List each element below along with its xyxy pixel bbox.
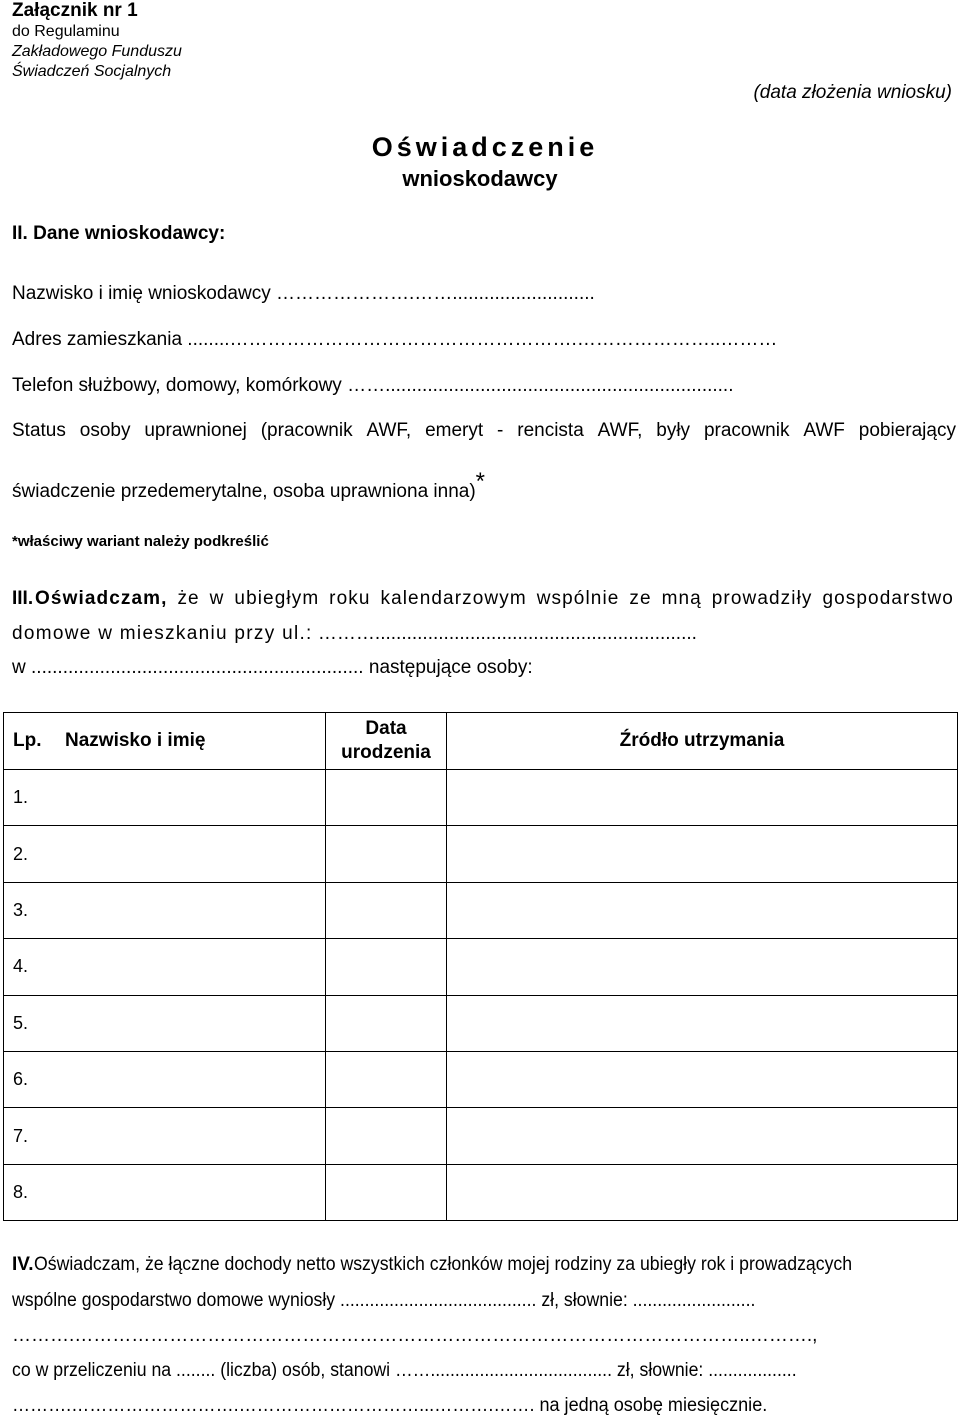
birthdate-header-line-2: urodzenia [341, 742, 431, 763]
row-number: 5. [4, 995, 64, 1051]
address-dots: ........……………………………………………….…………………..……… [182, 329, 778, 350]
birthdate-cell[interactable] [326, 1051, 447, 1107]
name-cell[interactable] [63, 770, 326, 826]
phone-label: Telefon służbowy, domowy, komórkowy [12, 375, 342, 396]
following-persons: następujące osoby: [363, 657, 533, 678]
col-header-birthdate [326, 713, 447, 770]
section-3-line-3 [12, 657, 533, 679]
attachment-title: Załącznik nr 1 [12, 0, 138, 21]
table-row [4, 1051, 958, 1107]
income-source-cell[interactable] [447, 882, 958, 938]
income-source-cell[interactable] [447, 770, 958, 826]
status-word: - [497, 420, 504, 441]
status-word: pracownik [703, 420, 790, 441]
section-4-text-4: co w przeliczeniu na ........ (liczba) osób, stanowi ……..................................... zł, słownie: .................. [12, 1360, 797, 1381]
status-word: (pracownik [260, 420, 353, 441]
section-3-word: wspólnie [536, 588, 620, 609]
section-3-word: w [209, 588, 225, 609]
table-row [4, 770, 958, 826]
status-line-2-text: świadczenie przedemerytalne, osoba uprawniona inna) [12, 481, 476, 502]
row-number: 4. [4, 939, 64, 995]
birthdate-cell[interactable] [326, 1108, 447, 1164]
status-word: były [656, 420, 691, 441]
name-cell[interactable] [63, 826, 326, 882]
address-street-label: domowe w mieszkaniu przy ul.: [12, 623, 313, 644]
birthdate-cell[interactable] [326, 882, 447, 938]
section-3-line-1 [12, 588, 954, 610]
document-subtitle: wnioskodawcy [402, 166, 558, 191]
section-4-line-5 [12, 1395, 807, 1417]
status-word: Status [12, 420, 66, 441]
income-source-cell[interactable] [447, 1164, 958, 1220]
address-label: Adres zamieszkania [12, 329, 183, 350]
date-note: (data złożenia wniosku) [753, 82, 952, 103]
status-word: pobierający [858, 420, 956, 441]
status-line-1 [12, 420, 956, 442]
table-row [4, 1108, 958, 1164]
section-3-word: ubiegłym [234, 588, 320, 609]
table-row [4, 826, 958, 882]
city-dots: ............................................................... [31, 657, 364, 678]
row-number: 2. [4, 826, 64, 882]
section-3-heading: III. [12, 588, 34, 609]
header-line-fund: Zakładowego Funduszu [12, 43, 182, 60]
phone-dots: …….................................................................. [341, 375, 734, 396]
applicant-name-dots: ………………….……........................... [275, 283, 595, 304]
table-row [4, 939, 958, 995]
status-word: rencista [517, 420, 584, 441]
section-4-heading: IV. [12, 1254, 34, 1275]
header-line-social: Świadczeń Socjalnych [12, 63, 172, 80]
section-2-heading: II. Dane wnioskodawcy: [12, 223, 226, 244]
section-4-line-2 [12, 1290, 811, 1312]
income-source-cell[interactable] [447, 826, 958, 882]
section-3-line-2 [12, 623, 697, 645]
name-cell[interactable] [63, 882, 326, 938]
name-cell[interactable] [63, 1051, 326, 1107]
section-4-text-3: ……….……………………………………………………………………………………………..………., [12, 1325, 818, 1346]
birthdate-cell[interactable] [326, 995, 447, 1051]
section-4-text-1: Oświadczam, że łączne dochody netto wszystkich członków mojej rodziny za ubiegły rok i prowadzących [33, 1254, 852, 1275]
birthdate-cell[interactable] [326, 939, 447, 995]
city-label: w [12, 657, 26, 678]
birthdate-header-line-1: Data [365, 718, 407, 739]
street-dots: ………............................................................. [312, 623, 697, 644]
section-3-word: mną [661, 588, 702, 609]
row-number: 1. [4, 770, 64, 826]
phone-field [12, 375, 734, 397]
section-3-word: Oświadczam, [35, 588, 168, 609]
row-number: 6. [4, 1051, 64, 1107]
household-members-table [3, 712, 958, 1221]
income-source-cell[interactable] [447, 1108, 958, 1164]
section-3-word: roku [329, 588, 371, 609]
applicant-name-field [12, 283, 595, 305]
name-cell[interactable] [63, 995, 326, 1051]
section-3-word: ze [629, 588, 652, 609]
table-row [4, 995, 958, 1051]
col-header-income-source: Źródło utrzymania [447, 713, 958, 770]
status-line-2 [12, 468, 486, 504]
section-4-text-2: wspólne gospodarstwo domowe wyniosły ........................................ zł, słownie: ......................... [12, 1290, 756, 1311]
income-source-cell[interactable] [447, 939, 958, 995]
document-title: Oświadczenie [371, 132, 599, 162]
section-3-word: kalendarzowym [380, 588, 527, 609]
table-row [4, 1164, 958, 1220]
birthdate-cell[interactable] [326, 770, 447, 826]
income-source-cell[interactable] [447, 1051, 958, 1107]
birthdate-cell[interactable] [326, 826, 447, 882]
section-4-line-3 [12, 1325, 950, 1347]
section-3-word: że [177, 588, 200, 609]
header-line-regulation: do Regulaminu [12, 23, 120, 40]
status-word: AWF [803, 420, 845, 441]
income-source-cell[interactable] [447, 995, 958, 1051]
row-number: 8. [4, 1164, 64, 1220]
section-3-word: gospodarstwo [822, 588, 954, 609]
section-4-text-5: ……….……………………….…………………………...……….……. na jedną osobę miesięcznie. [12, 1395, 768, 1416]
section-4-line-4 [12, 1360, 856, 1382]
row-number: 3. [4, 882, 64, 938]
row-number: 7. [4, 1108, 64, 1164]
name-cell[interactable] [63, 1108, 326, 1164]
status-word: AWF, [597, 420, 643, 441]
status-word: emeryt [425, 420, 484, 441]
name-cell[interactable] [63, 1164, 326, 1220]
status-word: osoby [79, 420, 131, 441]
col-header-name: Nazwisko i imię [63, 713, 326, 770]
col-header-lp: Lp. [4, 713, 64, 770]
birthdate-cell[interactable] [326, 1164, 447, 1220]
table-row [4, 882, 958, 938]
section-4-line-1 [12, 1254, 913, 1276]
status-word: AWF, [366, 420, 412, 441]
address-field [12, 329, 777, 351]
name-cell[interactable] [63, 939, 326, 995]
underline-note: *właściwy wariant należy podkreślić [12, 533, 269, 550]
applicant-name-label: Nazwisko i imię wnioskodawcy [12, 283, 271, 304]
status-asterisk: * [475, 468, 486, 495]
table-header-row [4, 713, 958, 770]
section-3-word: prowadziły [711, 588, 813, 609]
status-word: uprawnionej [144, 420, 247, 441]
